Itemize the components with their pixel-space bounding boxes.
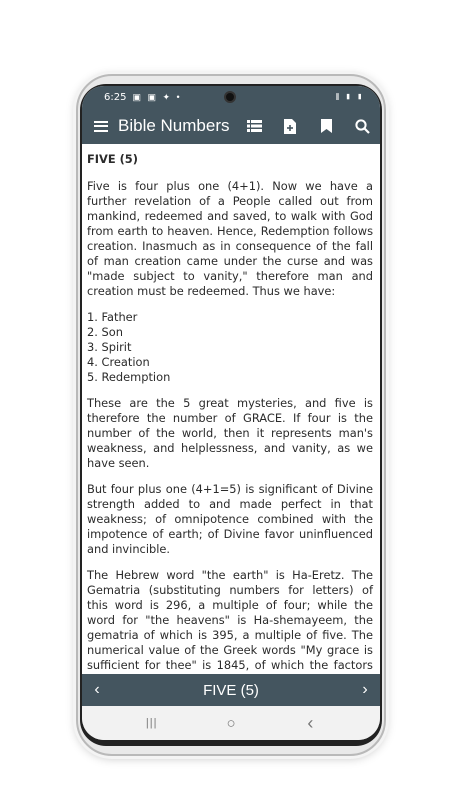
system-navigation-bar: [82, 706, 380, 740]
list-item: 3. Spirit: [87, 340, 132, 354]
mysteries-list: [87, 310, 373, 385]
article-paragraph: These are the 5 great mysteries, and five is therefore the number of GRACE. If four is the number of the world, then it represents man's weakness, and helplessness, and vanity, as we have seen.: [87, 396, 373, 470]
article-paragraph: Five is four plus one (4+1). Now we have a further revelation of a People called out from mankind, redeemed and saved, to walk with God from earth to heaven. Hence, Redemption follows creation. Inasmuch as in consequence of the fall of man creation came under the curse and was "made subject to vanity," therefore man and creation must be redeemed. Thus we have:: [87, 179, 373, 298]
status-time: 6:25: [104, 91, 127, 103]
list-item: 1. Father: [87, 310, 138, 324]
add-file-button[interactable]: [272, 108, 308, 144]
app-bar: [82, 108, 380, 144]
back-button[interactable]: [290, 708, 330, 738]
back-icon: ‹: [307, 712, 314, 733]
article-paragraph: But four plus one (4+1=5) is significant of Divine strength added to and made perfect in that weakness; of omnipotence combined with the impotence of earth; of Divine favor uninfluenced and invincible.: [87, 482, 373, 556]
home-button[interactable]: [211, 708, 251, 738]
list-icon: [247, 120, 262, 132]
system-status-icons: ⦀ ▮ ▮: [335, 91, 364, 102]
list-item: 4. Creation: [87, 355, 150, 369]
article-content[interactable]: [82, 144, 380, 674]
bookmark-icon: [321, 119, 332, 133]
status-bar: [82, 86, 380, 108]
recents-icon: |||: [145, 717, 158, 729]
list-item: 5. Redemption: [87, 370, 171, 384]
home-icon: ○: [226, 714, 236, 732]
chapter-title: FIVE (5): [203, 681, 259, 699]
article-paragraph: The Hebrew word "the earth" is Ha-Eretz. The Gematria (substituting numbers for letters) of this word is 296, a multiple of four; while the word for "the heavens" is Ha-shemayeem, the gematria of which is 395, a multiple of five. The numerical value of the Greek words "My grace is sufficient for thee" is 1845, of which the factors: [87, 568, 373, 672]
next-chapter-button[interactable]: ›: [362, 681, 368, 698]
bookmark-button[interactable]: [308, 108, 344, 144]
screen: [82, 86, 380, 740]
article-heading: FIVE (5): [87, 152, 138, 166]
file-add-icon: [284, 119, 296, 134]
search-icon: [355, 119, 370, 134]
front-camera: [224, 91, 236, 103]
notification-icons: ▣ ▣ ✦ •: [132, 91, 182, 102]
previous-chapter-button[interactable]: ‹: [94, 681, 100, 698]
app-title: Bible Numbers: [118, 116, 230, 135]
menu-icon: [94, 121, 108, 132]
chapter-navigation-bar: [82, 674, 380, 706]
list-item: 2. Son: [87, 325, 123, 339]
search-button[interactable]: [344, 108, 380, 144]
recents-button[interactable]: [132, 708, 172, 738]
menu-button[interactable]: [84, 108, 118, 144]
list-button[interactable]: [236, 108, 272, 144]
